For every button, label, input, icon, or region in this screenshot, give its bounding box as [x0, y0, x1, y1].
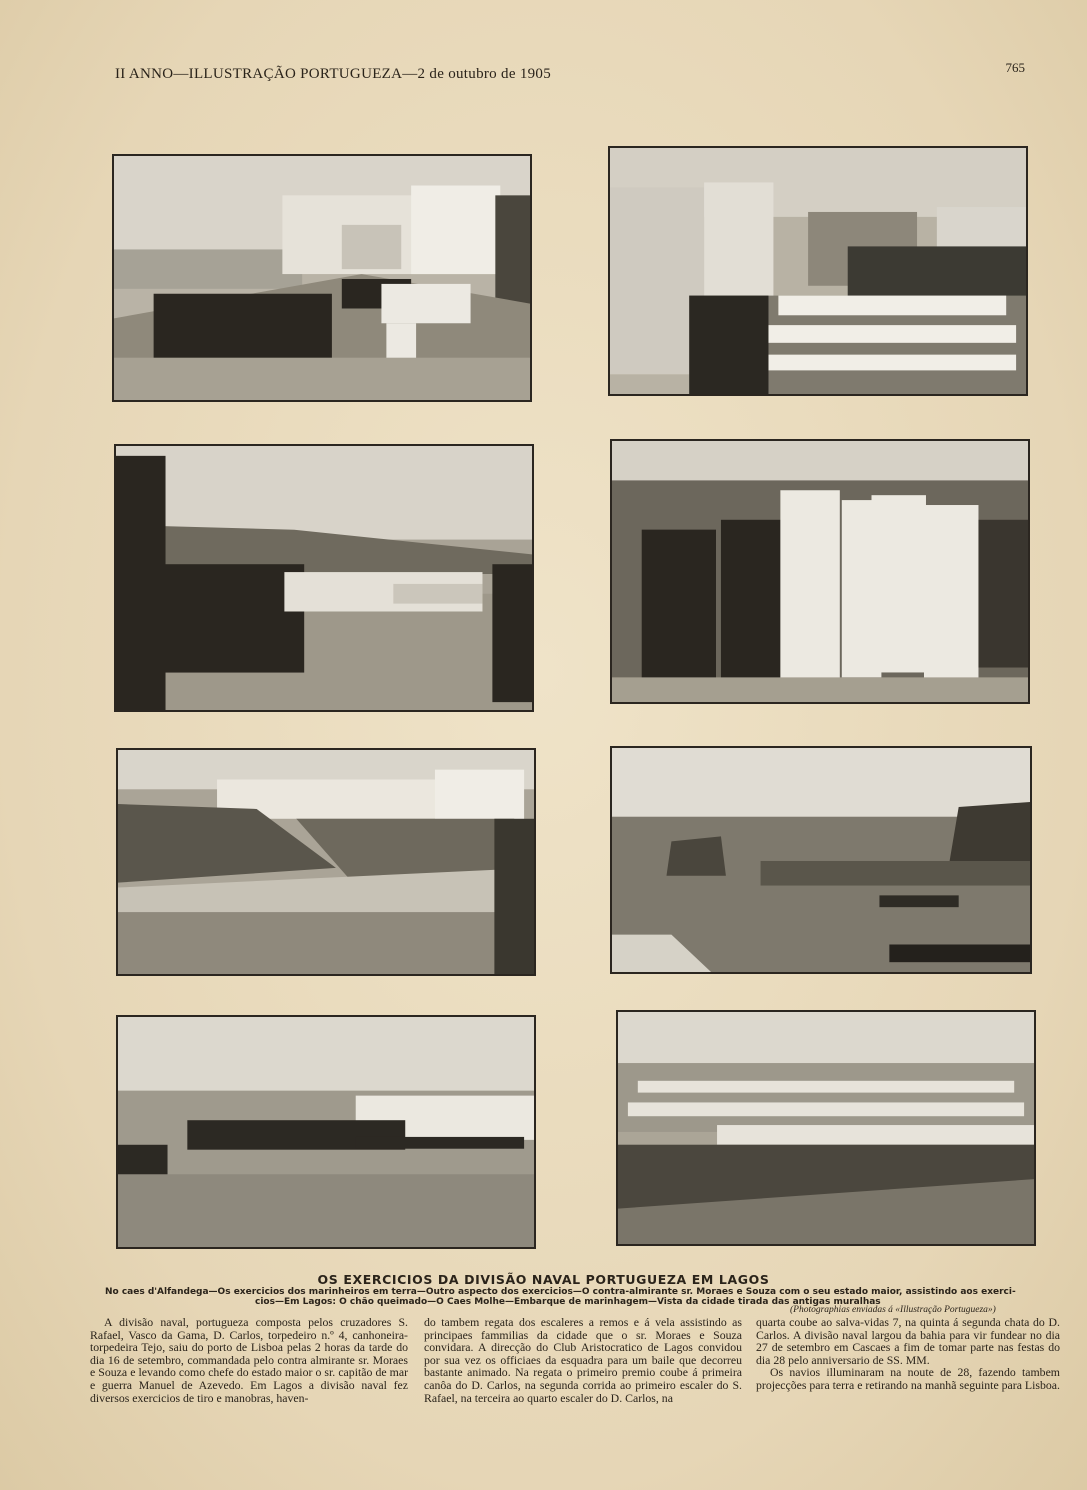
photo-captions	[105, 1287, 1060, 1307]
photo-caes-molhe	[610, 746, 1032, 974]
column-2-text: do tambem regata dos escaleres a remos e á vela assistindo as principaes fammilias da cidade que o sr. Moraes e Souza convidara. A direcção do Club Aristocratico de Lagos convidou por sua vez os officiaes da esquadra para um baile que decorreu bastante animado. Na regata o primeiro premio coube á primeira canôa do D. Carlos, na segunda corrida ao primeiro escaler do S. Rafael, na terceira ao quarto escaler do D. Carlos, na	[424, 1315, 742, 1405]
column-3-text-2: Os navios illuminaram na noute de 28, fazendo tambem projecções para terra e retirando na manhã seguinte para Lisboa.	[756, 1365, 1060, 1392]
article-column-3	[756, 1316, 1060, 1392]
article-column-2	[424, 1316, 742, 1404]
article-title: OS EXERCICIOS DA DIVISÃO NAVAL PORTUGUEZA EM LAGOS	[317, 1272, 770, 1287]
photo-no-caes-dalfandega	[112, 154, 532, 402]
caption-line-2: cios—Em Lagos: O chão queimado—O Caes Molhe—Embarque de marinhagem—Vista da cidade tirada das antigas muralhas	[255, 1297, 881, 1307]
caption-line-1: No caes d'Alfandega—Os exercicios dos marinheiros em terra—Outro aspecto dos exercicios—O contra-almirante sr. Moraes e Souza com o seu estado maior, assistindo aos exerci-	[105, 1287, 1016, 1297]
article-column-1	[90, 1316, 408, 1404]
photo-chao-queimado	[116, 748, 536, 976]
photo-credit: (Photographias enviadas á «Illustração Portugueza»)	[790, 1305, 996, 1315]
photo-contra-almirante	[610, 439, 1030, 704]
column-3-text-1: quarta coube ao salva-vidas 7, na quinta á segunda chata do D. Carlos. A divisão naval largou da bahia para vir fundear no dia 27 de setembro em Cascaes a fim de tomar parte nas festas do dia 28 pelo anniversario de SS. MM.	[756, 1315, 1060, 1367]
page-number: 765	[1005, 60, 1025, 75]
running-head: II ANNO—ILLUSTRAÇÃO PORTUGUEZA—2 de outubro de 1905	[115, 66, 552, 82]
photo-embarque-marinhagem	[116, 1015, 536, 1249]
photo-outro-aspecto	[114, 444, 534, 712]
photo-vista-da-cidade	[616, 1010, 1036, 1246]
column-1-text: A divisão naval, portugueza composta pelos cruzadores S. Rafael, Vasco da Gama, D. Carlos, torpedeiro n.º 4, canhoneira-torpedeira Tejo, saiu do porto de Lisboa pelas 2 horas da tarde do dia 16 de setembro, commandada pelo contra almirante sr. Moraes e Souza e levando como chefe do estado maior o sr. capitão de mar e guerra Manuel de Azevedo. Em Lagos a divisão naval fez diversos exercicios de tiro e manobras, haven-	[90, 1315, 408, 1405]
photo-exercicios-marinheiros	[608, 146, 1028, 396]
